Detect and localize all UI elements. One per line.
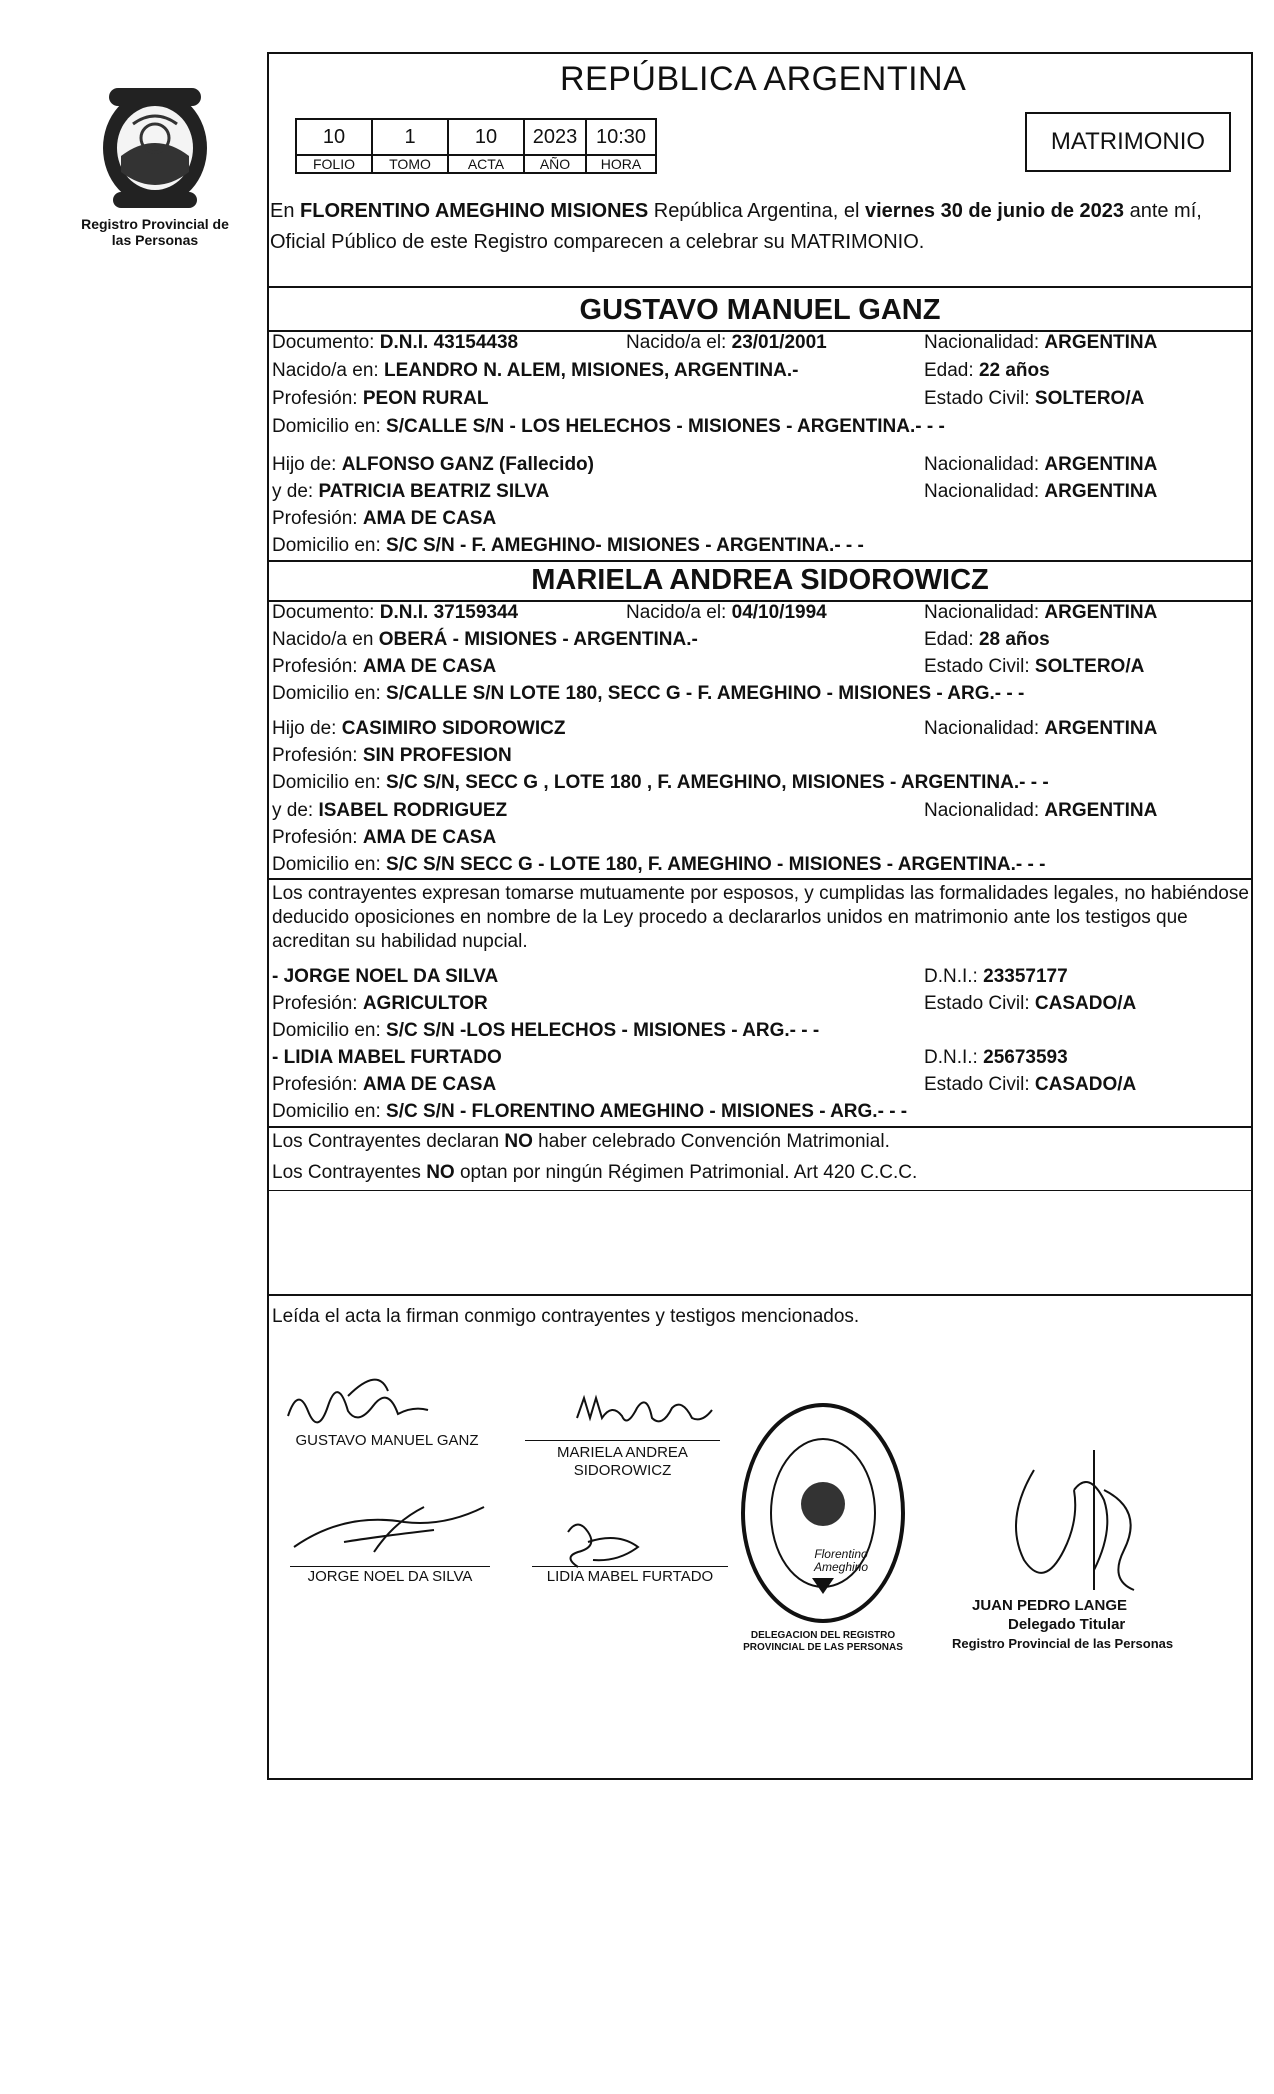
signature-line (525, 1440, 720, 1441)
registry-seal-icon (738, 1398, 908, 1628)
registry-seal (738, 1398, 908, 1653)
folio-label: FOLIO (296, 155, 372, 173)
spouse2-nationality: Nacionalidad: ARGENTINA (924, 602, 1158, 623)
witness2-profession: Profesión: AMA DE CASA (272, 1074, 497, 1095)
witness1-civil-status: Estado Civil: CASADO/A (924, 993, 1137, 1014)
spouse2-address: Domicilio en: S/CALLE S/N LOTE 180, SECC G - F. AMEGHINO - MISIONES - ARG.- - - (272, 683, 1025, 704)
tomo-value: 1 (372, 119, 448, 155)
hour-value: 10:30 (586, 119, 656, 155)
witness1-dni: D.N.I.: 23357177 (924, 966, 1068, 987)
spouse2-father: Hijo de: CASIMIRO SIDOROWICZ (272, 718, 566, 739)
seal-ring-text: DELEGACION DEL REGISTRO PROVINCIAL DE LAS PERSONAS (743, 1630, 903, 1653)
divider (267, 878, 1253, 880)
tomo-label: TOMO (372, 155, 448, 173)
spouse2-mother-nationality: Nacionalidad: ARGENTINA (924, 800, 1158, 821)
place: FLORENTINO AMEGHINO MISIONES (300, 200, 649, 222)
spouse1-parents-address: Domicilio en: S/C S/N - F. AMEGHINO- MISIONES - ARGENTINA.- - - (272, 535, 864, 556)
divider (267, 1126, 1253, 1128)
spouse1-father-nationality: Nacionalidad: ARGENTINA (924, 454, 1158, 475)
spouse2-age: Edad: 28 años (924, 629, 1050, 650)
witness2-address: Domicilio en: S/C S/N - FLORENTINO AMEGHINO - MISIONES - ARG.- - - (272, 1101, 908, 1122)
spouse2-document: Documento: D.N.I. 37159344 (272, 602, 519, 623)
divider (267, 560, 1253, 562)
spouse2-birth-place: Nacido/a en OBERÁ - MISIONES - ARGENTINA.- (272, 629, 698, 650)
spouse2-mother-profession: Profesión: AMA DE CASA (272, 827, 497, 848)
spouse1-mother-nationality: Nacionalidad: ARGENTINA (924, 481, 1158, 502)
spouse2-name: MARIELA ANDREA SIDOROWICZ (531, 564, 989, 596)
spouse1-profession: Profesión: PEON RURAL (272, 388, 489, 409)
spouse1-father: Hijo de: ALFONSO GANZ (Fallecido) (272, 454, 594, 475)
signature-label-witness1: JORGE NOEL DA SILVA (307, 1568, 473, 1585)
registry-logo (70, 80, 240, 248)
spouse2-father-address: Domicilio en: S/C S/N, SECC G , LOTE 180 , F. AMEGHINO, MISIONES - ARGENTINA.- - - (272, 772, 1049, 793)
divider (267, 1190, 1253, 1191)
spouse1-mother: y de: PATRICIA BEATRIZ SILVA (272, 481, 550, 502)
signature-scribble-4 (548, 1512, 658, 1572)
spouse1-age: Edad: 22 años (924, 360, 1050, 381)
provincial-shield-icon (95, 80, 215, 210)
folio-value: 10 (296, 119, 372, 155)
signature-scribble-2 (572, 1388, 722, 1438)
spouse2-profession: Profesión: AMA DE CASA (272, 656, 497, 677)
spouse2-birth-date: Nacido/a el: 04/10/1994 (626, 602, 827, 623)
spouse1-nationality: Nacionalidad: ARGENTINA (924, 332, 1158, 353)
signature-scribble-1 (278, 1366, 458, 1436)
page-title: REPÚBLICA ARGENTINA (560, 60, 967, 98)
official-signature (994, 1430, 1154, 1600)
celebration-date: viernes 30 de junio de 2023 (865, 200, 1125, 222)
spouse2-father-nationality: Nacionalidad: ARGENTINA (924, 718, 1158, 739)
spouse1-civil-status: Estado Civil: SOLTERO/A (924, 388, 1145, 409)
official-office: Registro Provincial de las Personas (952, 1636, 1174, 1651)
signature-label-spouse2: MARIELA ANDREA SIDOROWICZ (557, 1444, 688, 1479)
spouse2-father-profession: Profesión: SIN PROFESION (272, 745, 512, 766)
signature-label-witness2: LIDIA MABEL FURTADO (546, 1568, 714, 1585)
spouse2-civil-status: Estado Civil: SOLTERO/A (924, 656, 1145, 677)
official-name: JUAN PEDRO LANGE (972, 1597, 1128, 1614)
spouse1-mother-profession: Profesión: AMA DE CASA (272, 508, 497, 529)
acta-label: ACTA (448, 155, 524, 173)
signature-line (290, 1566, 490, 1567)
spouse2-mother-address: Domicilio en: S/C S/N SECC G - LOTE 180, F. AMEGHINO - MISIONES - ARGENTINA.- - - (272, 854, 1046, 875)
witness1-profession: Profesión: AGRICULTOR (272, 993, 488, 1014)
spouse1-birth-place: Nacido/a en: LEANDRO N. ALEM, MISIONES, ARGENTINA.- (272, 360, 799, 381)
logo-caption: Registro Provincial de las Personas (81, 216, 229, 248)
convention-statement: Los Contrayentes declaran NO haber celebrado Convención Matrimonial. (272, 1131, 890, 1152)
divider (267, 1294, 1253, 1296)
year-value: 2023 (524, 119, 586, 155)
spouse1-address: Domicilio en: S/CALLE S/N - LOS HELECHOS - MISIONES - ARGENTINA.- - - (272, 416, 945, 437)
spouse1-birth-date: Nacido/a el: 23/01/2001 (626, 332, 827, 353)
acta-value: 10 (448, 119, 524, 155)
closing-statement: Leída el acta la firman conmigo contrayentes y testigos mencionados. (272, 1306, 860, 1327)
spouse1-document: Documento: D.N.I. 43154438 (272, 332, 519, 353)
official-title: Delegado Titular (1008, 1616, 1126, 1633)
signature-scribble-3 (284, 1492, 494, 1562)
act-type-box: MATRIMONIO (1025, 112, 1231, 172)
official-stamp (952, 1596, 1174, 1653)
record-number-box (295, 118, 657, 174)
patrimonial-regime-statement: Los Contrayentes NO optan por ningún Régimen Patrimonial. Art 420 C.C.C. (272, 1162, 918, 1183)
intro-paragraph: En FLORENTINO AMEGHINO MISIONES República Argentina, el viernes 30 de junio de 2023 ante mí, Oficial Público de este Registro comparecen a celebrar su MATRIMONIO. (270, 200, 1202, 253)
signature-label-spouse1: GUSTAVO MANUEL GANZ (295, 1432, 479, 1449)
hour-label: HORA (586, 155, 656, 173)
declaration-paragraph: Los contrayentes expresan tomarse mutuamente por esposos, y cumplidas las formalidades legales, no habiéndose deducido oposiciones en nombre de la Ley procedo a declararlos unidos en matrimonio ante los testigos que acreditan su habilidad nupcial. (272, 883, 1249, 952)
witness2-civil-status: Estado Civil: CASADO/A (924, 1074, 1137, 1095)
seal-center-text: Florentino Ameghino (813, 1547, 869, 1574)
witness2-name: - LIDIA MABEL FURTADO (272, 1047, 502, 1068)
witness1-address: Domicilio en: S/C S/N -LOS HELECHOS - MISIONES - ARG.- - - (272, 1020, 820, 1041)
divider (267, 286, 1253, 288)
spouse1-name: GUSTAVO MANUEL GANZ (579, 294, 941, 326)
year-label: AÑO (524, 155, 586, 173)
witness1-name: - JORGE NOEL DA SILVA (272, 966, 499, 987)
signature-line (532, 1566, 728, 1567)
witness2-dni: D.N.I.: 25673593 (924, 1047, 1068, 1068)
spouse2-mother: y de: ISABEL RODRIGUEZ (272, 800, 508, 821)
